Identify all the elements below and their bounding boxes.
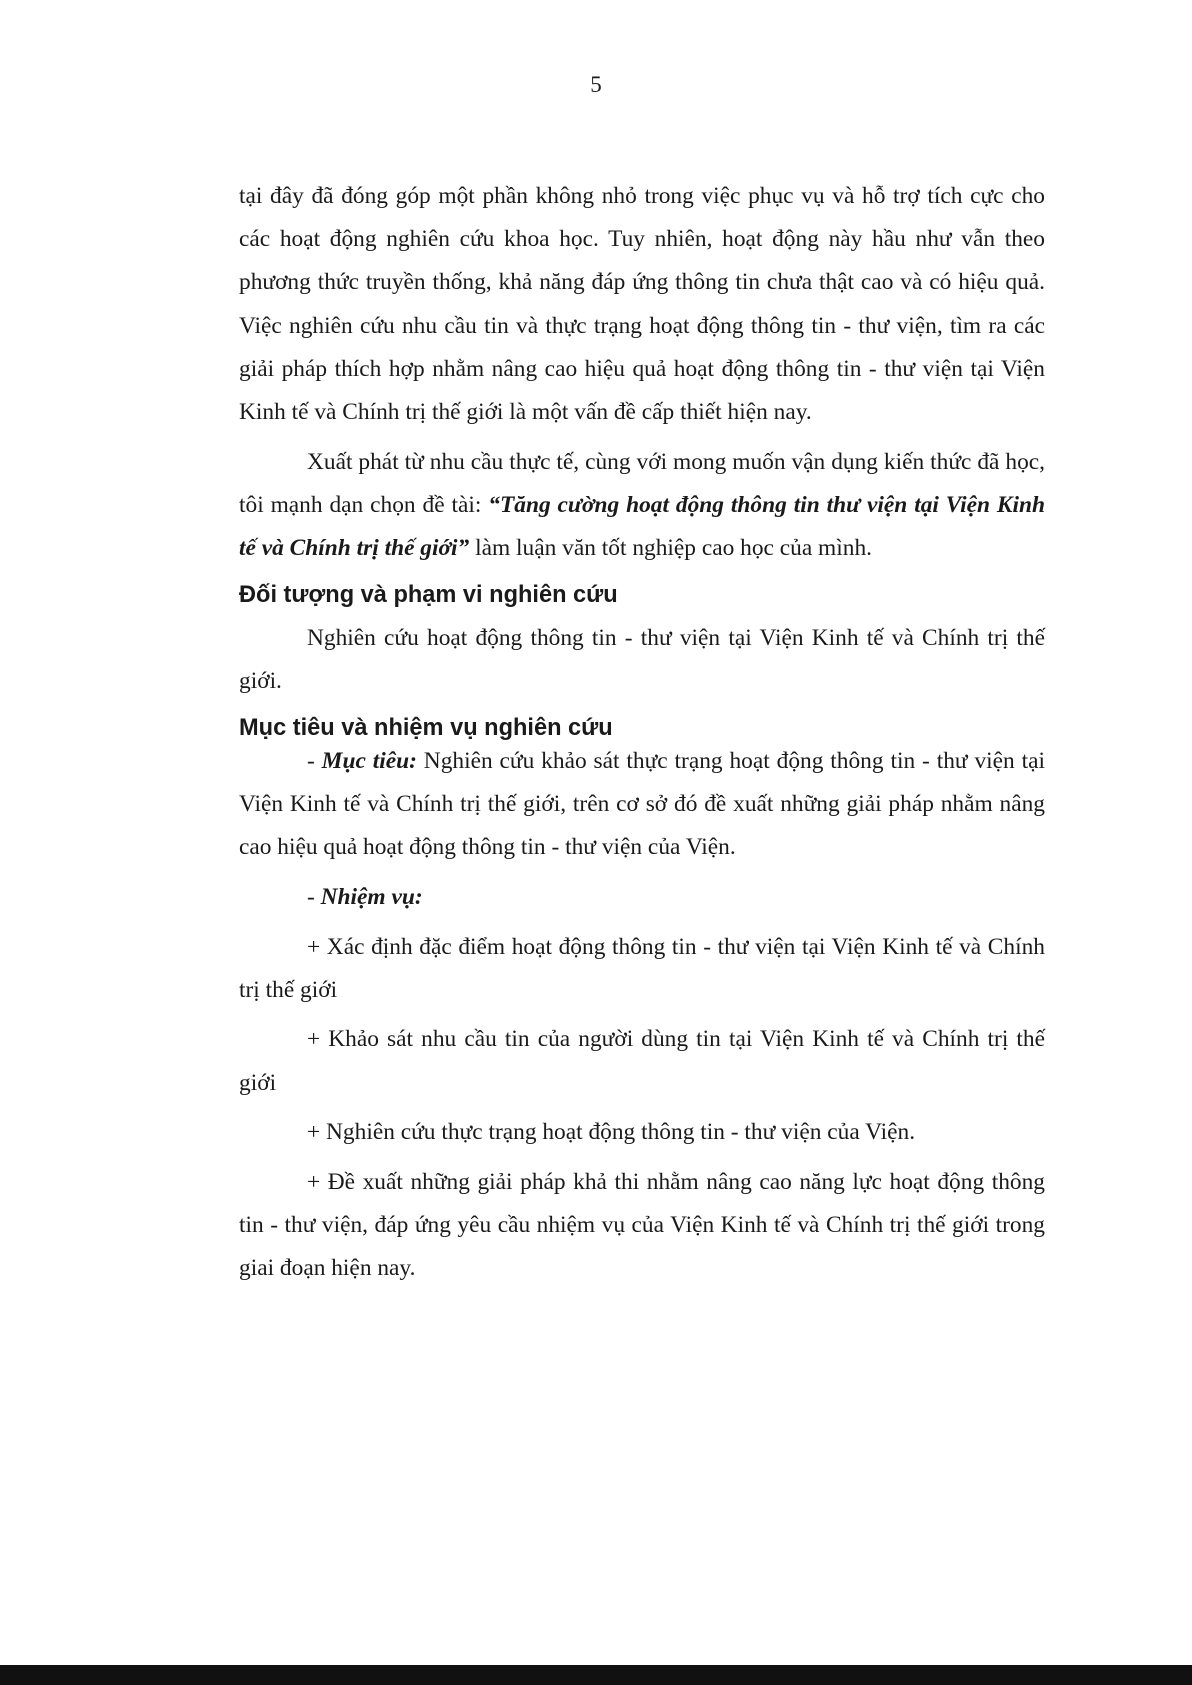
- tasks-label-line: [239, 876, 1045, 919]
- paragraph-goal: [239, 740, 1045, 870]
- task-item: + Đề xuất những giải pháp khả thi nhằm nâng cao năng lực hoạt động thông tin - thư viện, đáp ứng yêu cầu nhiệm vụ của Viện Kinh tế và Chính trị thế giới trong giai đoạn hiện nay.: [239, 1169, 1045, 1282]
- paragraph-scope: Nghiên cứu hoạt động thông tin - thư viện tại Viện Kinh tế và Chính trị thế giới.: [239, 624, 1045, 695]
- tasks-prefix: -: [307, 883, 321, 910]
- paragraph-context: tại đây đã đóng góp một phần không nhỏ trong việc phục vụ và hỗ trợ tích cực cho các hoạt động nghiên cứu khoa học. Tuy nhiên, hoạt động này hầu như vẫn theo phương thức truyền thống, khả năng đáp ứng thông tin chưa thật cao và có hiệu quả. Việc nghiên cứu nhu cầu tin và thực trạng hoạt động thông tin - thư viện, tìm ra các giải pháp thích hợp nhằm nâng cao hiệu quả hoạt động thông tin - thư viện tại Viện Kinh tế và Chính trị thế giới là một vấn đề cấp thiết hiện nay.: [239, 183, 1045, 426]
- topic-tail-text: làm luận văn tốt nghiệp cao học của mình.: [469, 535, 872, 562]
- thesis-title: “Tăng cường hoạt động thông tin thư viện tại Viện Kinh tế và Chính trị thế giới”: [239, 491, 1046, 562]
- section-heading-objectives: Mục tiêu và nhiệm vụ nghiên cứu: [239, 714, 613, 741]
- bottom-border: [0, 1665, 1192, 1685]
- section-heading-scope: Đối tượng và phạm vi nghiên cứu: [239, 581, 618, 608]
- task-item: + Khảo sát nhu cầu tin của người dùng tin tại Viện Kinh tế và Chính trị thế giới: [239, 1026, 1045, 1096]
- goal-prefix: -: [307, 747, 322, 774]
- goal-label: Mục tiêu:: [321, 747, 417, 774]
- task-item: + Nghiên cứu thực trạng hoạt động thông tin - thư viện của Viện.: [307, 1119, 916, 1146]
- goal-text: Nghiên cứu khảo sát thực trạng hoạt động thông tin - thư viện tại Viện Kinh tế và Chính trị thế giới, trên cơ sở đó đề xuất những giải pháp nhằm nâng cao hiệu quả hoạt động thông tin - thư viện của Viện.: [239, 747, 1045, 861]
- page-number: 5: [590, 72, 602, 97]
- topic-intro-text: Xuất phát từ nhu cầu thực tế, cùng với mong muốn vận dụng kiến thức đã học, tôi mạnh dạn chọn đề tài:: [239, 448, 1045, 518]
- document-body: [239, 175, 1045, 1291]
- task-item: + Xác định đặc điểm hoạt động thông tin - thư viện tại Viện Kinh tế và Chính trị thế giới: [239, 933, 1045, 1003]
- paragraph-topic-choice: [239, 441, 1045, 571]
- tasks-label: Nhiệm vụ:: [320, 883, 423, 910]
